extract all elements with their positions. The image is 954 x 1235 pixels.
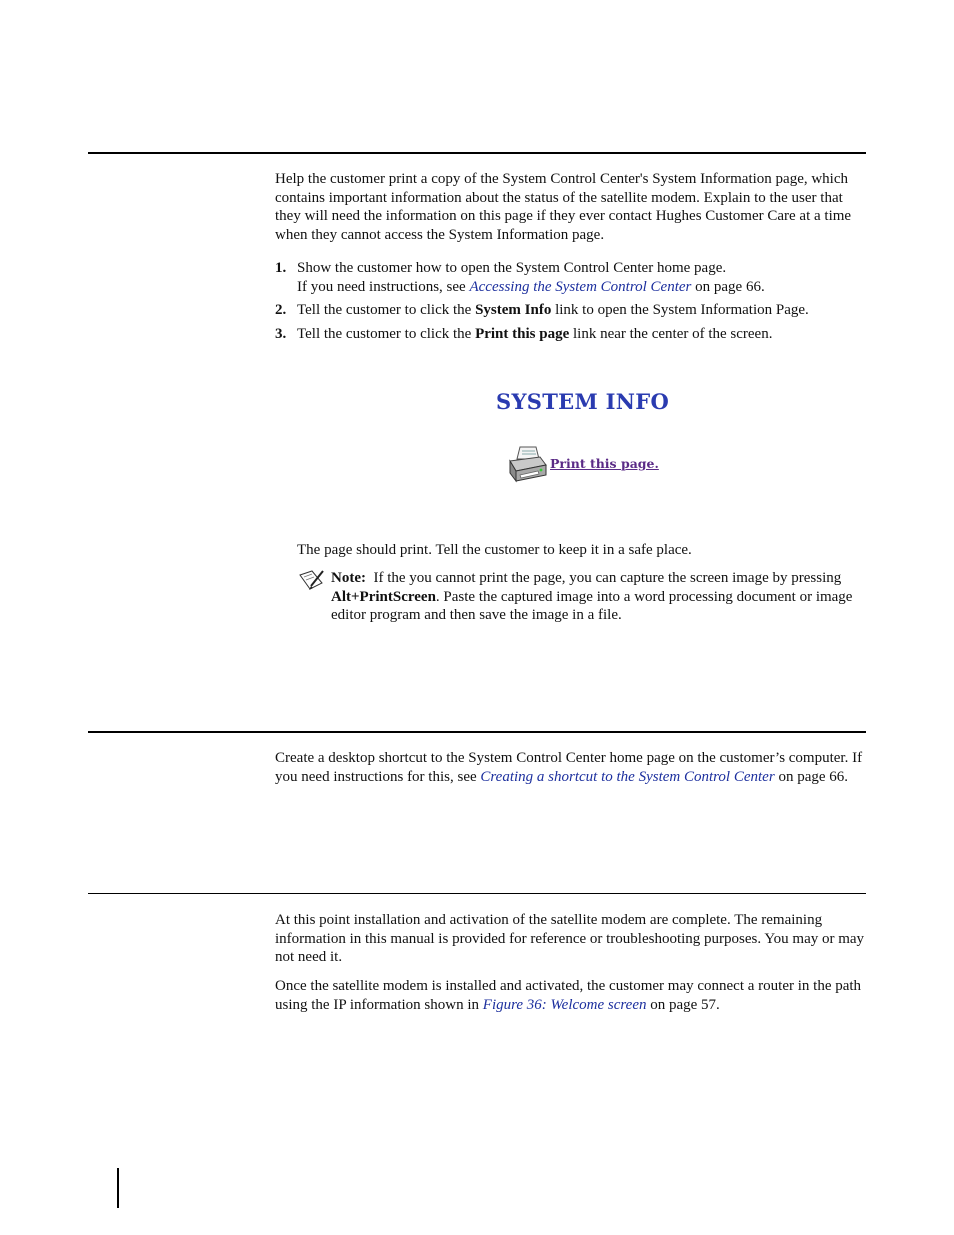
change-bar [117,1168,119,1208]
print-this-page-link[interactable]: Print this page. [550,456,659,471]
step-number: 2. [275,302,287,318]
step-number: 3. [275,326,287,342]
section-rule-1 [88,152,866,154]
step-text: Show the customer how to open the System Control Center home page. If you need instructions, see Accessing the System Control Center on page 66. [297,260,765,295]
section-rule-2 [88,731,866,733]
note-paragraph: Note: If the you cannot print the page, you can capture the screen image by pressing Alt+PrintScreen. Paste the captured image into a word processing document or image editor program and then save the image in a file. [331,570,853,623]
router-paragraph: Once the satellite modem is installed and activated, the customer may connect a router in the path using the IP information shown in Figure 36: Welcome screen on page 57. [275,978,862,1013]
step-number: 1. [275,260,287,276]
shortcut-paragraph: Create a desktop shortcut to the System Control Center home page on the customer’s computer. If you need instructions for this, see Creating a shortcut to the System Control Center on page 66. [275,750,863,785]
step-text: Tell the customer to click the System Info link to open the System Information Page. [297,302,809,318]
printer-icon [506,445,548,485]
system-info-screenshot [470,385,685,495]
link-welcome-screen-figure[interactable]: Figure 36: Welcome screen [482,996,647,1013]
section-rule-3 [88,893,866,894]
step-text: Tell the customer to click the Print this page link near the center of the screen. [297,326,773,342]
completion-paragraph: At this point installation and activation of the satellite modem are complete. The remaining information in this manual is provided for reference or troubleshooting purposes. You may or may not need it. [275,912,865,965]
note-pencil-icon [298,569,324,591]
system-info-title: SYSTEM INFO [496,389,670,414]
link-accessing-scc[interactable]: Accessing the System Control Center [469,278,692,295]
link-creating-shortcut[interactable]: Creating a shortcut to the System Control Center [480,768,775,785]
note-label: Note: [331,570,366,586]
print-result-paragraph: The page should print. Tell the customer to keep it in a safe place. [297,542,692,558]
print-intro-paragraph: Help the customer print a copy of the System Control Center's System Information page, which contains important information about the status of the satellite modem. Explain to the user that they will need the information on this page if they ever contact Hughes Customer Care at a time when they cannot access the System Information page. [275,171,852,243]
